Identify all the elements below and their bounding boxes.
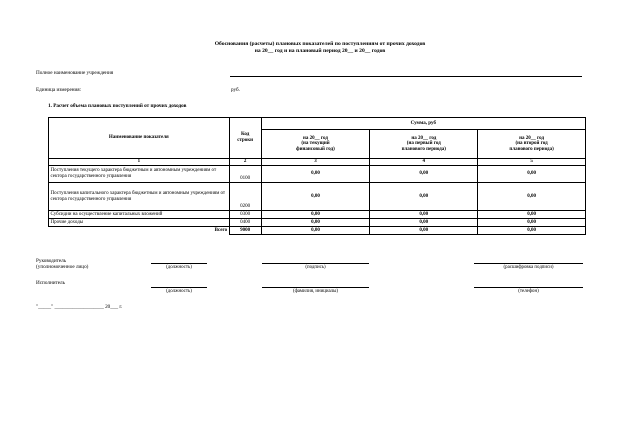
header-year-3-line-1: на 20__ год: [519, 135, 545, 141]
row-value-3[interactable]: 0,00: [478, 183, 586, 211]
head-signature-caption: (подпись): [305, 265, 326, 270]
head-position-caption: (должность): [166, 265, 192, 270]
row-value-1[interactable]: 0,00: [261, 166, 370, 183]
row-code: 0100: [229, 166, 261, 183]
total-code: 9000: [229, 227, 261, 235]
col-number-4: 4: [370, 159, 478, 166]
row-code: 0300: [229, 211, 261, 219]
executor-name-line[interactable]: [262, 287, 369, 288]
head-signature-line[interactable]: [262, 263, 369, 264]
header-year-2-line-3: планового периода): [401, 146, 446, 152]
executor-phone-line[interactable]: [474, 287, 583, 288]
date-line[interactable]: "_____" ___________________ 20___ г.: [36, 304, 123, 310]
head-label: Руководитель: [36, 258, 67, 264]
header-year-3: [478, 130, 586, 159]
executor-label: Исполнитель: [36, 280, 66, 286]
row-name: Субсидии на осуществление капитальных вложений: [49, 211, 230, 219]
table-row: [49, 183, 586, 211]
head-position-line[interactable]: [151, 263, 207, 264]
executor-name-caption: (фамилия, инициалы): [292, 289, 339, 294]
executor-position-caption: (должность): [166, 289, 192, 294]
header-year-1-line-3: финансовый год): [296, 146, 335, 152]
header-year-2: [370, 130, 478, 159]
section-1-title: 1. Расчет объема плановых поступлений от прочих доходов: [48, 103, 187, 109]
row-value-1[interactable]: 0,00: [261, 219, 370, 227]
header-year-2-line-1: на 20__ год: [411, 135, 437, 141]
header-year-1-line-2: (на текущий: [301, 141, 330, 147]
col-number-1: 1: [49, 159, 230, 166]
col-number-2: 2: [229, 159, 261, 166]
header-code-text: Код строки: [237, 132, 253, 143]
row-value-2[interactable]: 0,00: [370, 183, 478, 211]
executor-phone-caption: (телефон): [518, 289, 539, 294]
row-name: Прочие доходы: [49, 219, 230, 227]
total-value-2: 0,00: [370, 227, 478, 235]
row-code: 0200: [229, 183, 261, 211]
header-year-1-line-1: на 20__ год: [303, 135, 328, 141]
total-value-3: 0,00: [478, 227, 586, 235]
document-title-line-2: на 20__ год и на плановый период 20__ и 20__ годов: [254, 48, 386, 54]
row-value-2[interactable]: 0,00: [370, 166, 478, 183]
total-label: Всего: [49, 227, 230, 235]
header-sum: Сумма, руб: [261, 118, 585, 130]
col-number-5: 5: [478, 159, 586, 166]
row-value-3[interactable]: 0,00: [478, 166, 586, 183]
institution-input-line[interactable]: [230, 76, 582, 77]
header-year-2-line-2: (на первый год: [406, 141, 441, 147]
row-code: 0400: [229, 219, 261, 227]
row-name: Поступления текущего характера бюджетным и автономным учреждениям от сектора государственного управления: [49, 166, 230, 183]
row-value-2[interactable]: 0,00: [370, 219, 478, 227]
row-value-1[interactable]: 0,00: [261, 183, 370, 211]
header-year-3-line-2: (на второй год: [515, 141, 548, 147]
row-value-1[interactable]: 0,00: [261, 211, 370, 219]
table-row: [49, 219, 586, 227]
row-value-2[interactable]: 0,00: [370, 211, 478, 219]
header-name: Наименование показателя: [49, 118, 230, 159]
table-row: [49, 166, 586, 183]
planned-receipts-table: [48, 117, 586, 235]
total-value-1: 0,00: [261, 227, 370, 235]
col-number-3: 3: [261, 159, 370, 166]
unit-label: Единица измерения:: [36, 87, 82, 93]
header-code: [229, 118, 261, 159]
document-title-line-1: Обоснования (расчеты) плановых показателей по поступлениям от прочих доходов: [214, 41, 426, 47]
table-row: [49, 211, 586, 219]
table-total-row: [49, 227, 586, 235]
row-name: Поступления капитального характера бюджетным и автономным учреждениям от сектора государственного управления: [49, 183, 230, 211]
unit-value: руб.: [231, 87, 240, 93]
row-value-3[interactable]: 0,00: [478, 219, 586, 227]
head-label-2: (уполномоченное лицо): [36, 264, 89, 270]
institution-label: Полное наименование учреждения: [36, 70, 114, 76]
row-value-3[interactable]: 0,00: [478, 211, 586, 219]
header-year-3-line-3: планового периода): [509, 146, 554, 152]
executor-position-line[interactable]: [151, 287, 207, 288]
header-year-1: [261, 130, 370, 159]
head-decoding-line[interactable]: [474, 263, 583, 264]
head-decoding-caption: (расшифровка подписи): [503, 265, 554, 270]
